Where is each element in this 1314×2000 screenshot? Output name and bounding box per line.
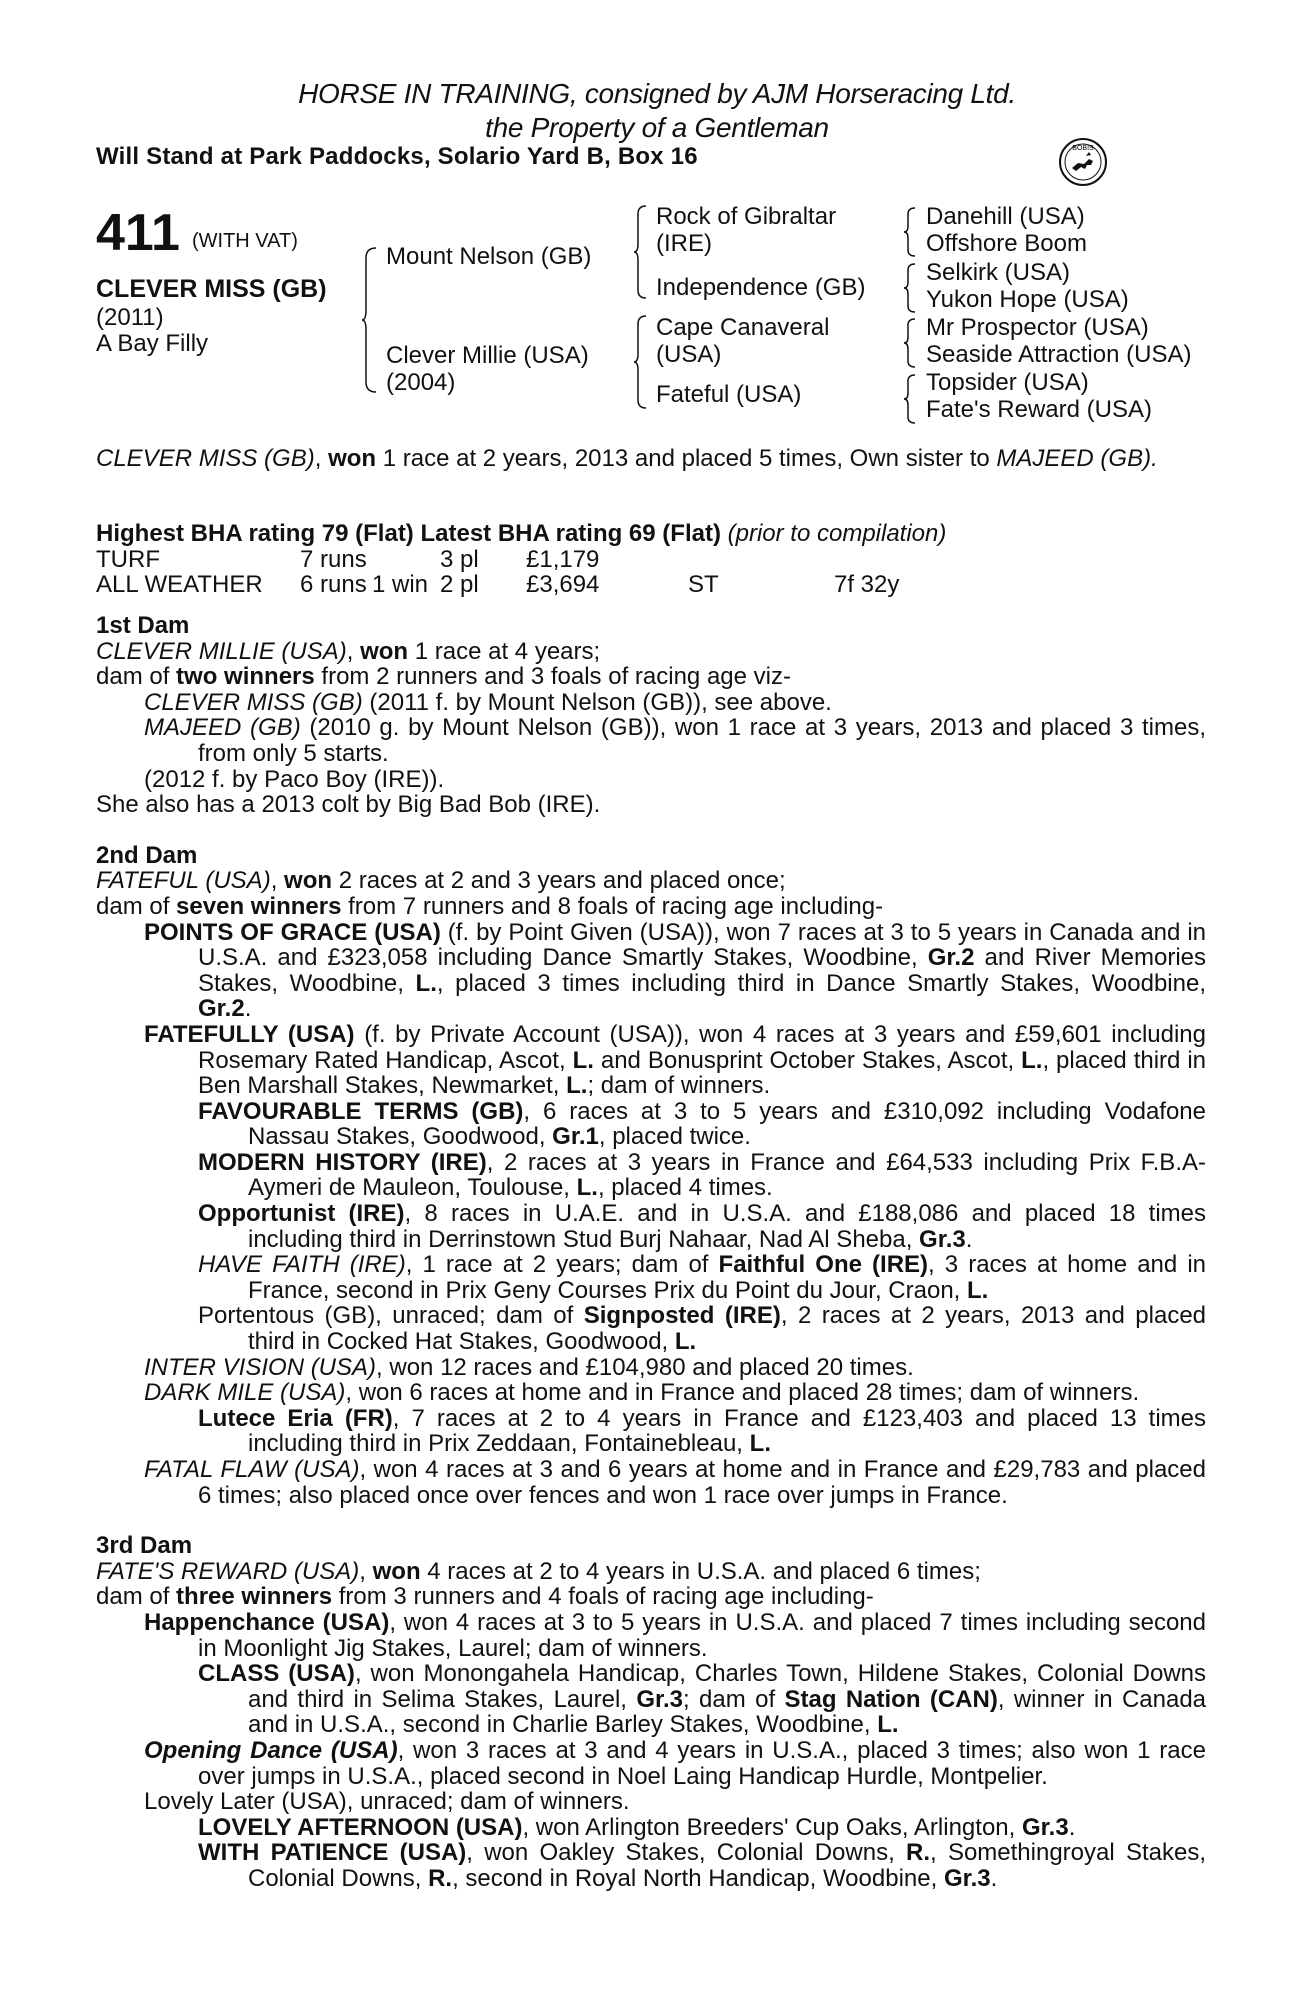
- produce-item: [96, 1738, 1206, 1789]
- produce-item: [96, 1355, 1206, 1381]
- produce-name: Opening Dance (USA): [144, 1736, 398, 1764]
- horse-description: A Bay Filly: [96, 330, 209, 357]
- produce-item: [96, 690, 1206, 716]
- produce-name: FATEFULLY (USA): [144, 1020, 355, 1048]
- produce-item: [96, 1406, 1206, 1457]
- summary-horse-name: CLEVER MISS (GB): [96, 445, 315, 472]
- sire-dam-sire: Selkirk (USA): [926, 259, 1071, 286]
- produce-note: She also has a 2013 colt by Big Bad Bob (IRE).: [96, 791, 601, 819]
- produce-details: .: [1068, 1813, 1076, 1841]
- produce-name: Signposted (IRE): [583, 1302, 781, 1330]
- produce-name: INTER VISION (USA): [144, 1353, 377, 1381]
- dam-name: Clever Millie (USA): [386, 342, 589, 369]
- third-dam-name: FATE'S REWARD (USA): [96, 1557, 360, 1585]
- race-grade: Gr.2: [198, 995, 245, 1023]
- summary-paragraph: CLEVER MISS (GB), won 1 race at 2 years, 2013 and placed 5 times, Own sister to MAJEED (GB).: [96, 445, 1158, 472]
- race-grade: L.: [749, 1430, 771, 1458]
- produce-details: , won 4 races at 3 and 6 years at home and in France and £29,783 and placed 6 times; also placed once over fences and won 1 race over jumps in France.: [198, 1456, 1207, 1509]
- produce-name: FATAL FLAW (USA): [144, 1456, 360, 1483]
- produce-details: , won 3 races at 3 and 4 years in U.S.A., placed 3 times; also won 1 race over jumps in U.S.A., placed second in Noel Laing Handicap Hurdle, Montpelier.: [198, 1736, 1206, 1790]
- horse-year: (2011): [96, 304, 164, 331]
- produce-name: WITH PATIENCE (USA): [198, 1839, 467, 1867]
- sire-sire: Rock of Gibraltar: [656, 203, 837, 230]
- race-grade: Gr.3: [636, 1685, 684, 1713]
- first-dam-produce-summary: [96, 664, 1206, 690]
- pedigree-bracket-main: [362, 246, 380, 394]
- race-grade: L.: [415, 969, 437, 997]
- third-dam-heading: 3rd Dam: [96, 1532, 193, 1560]
- horse-name: CLEVER MISS (GB): [96, 275, 327, 303]
- produce-name: POINTS OF GRACE (USA): [144, 918, 441, 946]
- pedigree-bracket-sd: [904, 262, 918, 314]
- produce-name: Opportunist (IRE): [198, 1200, 405, 1228]
- third-dam-won: won: [372, 1557, 421, 1585]
- produce-details: , placed third in Ben Marshall Stakes, Newmarket,: [198, 1046, 1207, 1100]
- sire-dam-dam: Yukon Hope (USA): [926, 286, 1129, 313]
- produce-item: [96, 920, 1206, 1022]
- produce-name: Lutece Eria (FR): [198, 1404, 393, 1432]
- produce-item: [96, 1380, 1206, 1406]
- produce-name: HAVE FAITH (IRE): [198, 1251, 406, 1279]
- pedigree-bracket-ss: [904, 206, 918, 258]
- produce-item: [96, 1661, 1206, 1738]
- record-surface: TURF: [96, 545, 160, 573]
- second-dam-line: FATEFUL (USA), won 2 races at 2 and 3 years and placed once;: [96, 867, 786, 895]
- ratings-heading: Highest BHA rating 79 (Flat) Latest BHA rating 69 (Flat): [96, 520, 721, 547]
- produce-name: CLEVER MISS (GB): [144, 688, 363, 716]
- record-row-all-weather: [96, 572, 899, 598]
- dam-dam-dam: Fate's Reward (USA): [926, 396, 1152, 423]
- ratings-heading-line: [96, 521, 1206, 547]
- record-placed: 2 pl: [440, 571, 479, 599]
- first-dam-won: won: [360, 637, 409, 665]
- pedigree-bracket-dam: [634, 314, 650, 410]
- produce-details: and Bonusprint October Stakes, Ascot,: [593, 1046, 1022, 1074]
- produce-name: CLASS (USA): [198, 1660, 355, 1688]
- first-dam-heading: 1st Dam: [96, 612, 190, 639]
- vat-note: (WITH VAT): [192, 230, 298, 252]
- produce-name: LOVELY AFTERNOON (USA): [198, 1813, 523, 1841]
- text-fragment: from 2 runners and 3 foals of racing age viz-: [314, 663, 791, 691]
- produce-item: [96, 1150, 1206, 1201]
- third-dam-produce-summary: [96, 1584, 1206, 1610]
- dam-year: (2004): [386, 369, 456, 396]
- text-fragment: dam of: [96, 892, 177, 920]
- pedigree-bracket-sire: [634, 204, 650, 300]
- produce-details: , winner in Canada and in U.S.A., second in Charlie Barley Stakes, Woodbine,: [248, 1685, 1207, 1739]
- text-fragment: dam of: [96, 663, 177, 691]
- produce-item: [96, 1815, 1206, 1841]
- ratings-note: (prior to compilation): [720, 520, 947, 547]
- bobis-logo-icon: [1058, 137, 1108, 187]
- record-st: [688, 547, 834, 573]
- second-dam-record: 2 races at 2 and 3 years and placed once;: [332, 867, 786, 895]
- produce-details: ; dam of: [683, 1685, 785, 1713]
- produce-item: [96, 1457, 1206, 1508]
- produce-name: Happenchance (USA): [144, 1608, 390, 1636]
- produce-details: , Somethingroyal Stakes, Colonial Downs,: [248, 1839, 1206, 1892]
- summary-text: 1 race at 2 years, 2013 and placed 5 times, Own sister to: [376, 445, 997, 472]
- record-wins: [372, 547, 440, 573]
- produce-item: [96, 1099, 1206, 1150]
- produce-details: .: [244, 995, 252, 1023]
- race-grade: Gr.3: [943, 1864, 991, 1892]
- record-placed: 3 pl: [440, 545, 479, 573]
- logo-text: BOBIS: [1072, 145, 1094, 152]
- record-prize: £3,694: [526, 571, 600, 599]
- produce-details: , won Arlington Breeders' Cup Oaks, Arlington,: [522, 1813, 1022, 1841]
- produce-details: , won 6 races at home and in France and placed 28 times; dam of winners.: [345, 1379, 1140, 1407]
- race-grade: L.: [674, 1328, 697, 1356]
- produce-details: , 2 races at 3 years in France and £64,533 including Prix F.B.A-Aymeri de Mauleon, Toulouse,: [248, 1148, 1206, 1202]
- produce-name: MAJEED (GB): [144, 714, 301, 742]
- header-line-2: the Property of a Gentleman: [485, 112, 829, 143]
- produce-details: (2010 g. by Mount Nelson (GB)), won 1 race at 3 years, 2013 and placed 3 times, from only 5 starts.: [198, 714, 1206, 767]
- summary-sister: MAJEED (GB).: [996, 445, 1158, 472]
- second-dam-heading: 2nd Dam: [96, 841, 198, 869]
- produce-item: Lovely Later (USA), unraced; dam of winners.: [144, 1788, 630, 1816]
- race-grade: L.: [576, 1174, 598, 1202]
- header-line-1: HORSE IN TRAINING, consigned by AJM Horseracing Ltd.: [298, 78, 1016, 109]
- pedigree-bracket-dd: [904, 373, 918, 425]
- sire-sire-sire: Danehill (USA): [926, 203, 1085, 230]
- produce-item: [96, 1303, 1206, 1354]
- text-fragment: from 3 runners and 4 foals of racing age including-: [332, 1583, 874, 1611]
- record-row-turf: [96, 547, 899, 573]
- record-wins: 1 win: [372, 571, 429, 599]
- second-dam-name: FATEFUL (USA): [96, 867, 271, 895]
- race-grade: L.: [877, 1711, 899, 1739]
- produce-details: , won 4 races at 3 to 5 years in U.S.A. and placed 7 times including second in Moonlight Jig Stakes, Laurel; dam of winners.: [198, 1608, 1206, 1662]
- produce-name: DARK MILE (USA): [144, 1379, 346, 1407]
- stand-location: Will Stand at Park Paddocks, Solario Yard B, Box 16: [96, 143, 698, 170]
- dam-sire-sire: Mr Prospector (USA): [926, 314, 1149, 341]
- produce-name: Stag Nation (CAN): [784, 1685, 998, 1713]
- produce-item: [96, 1022, 1206, 1099]
- record-distance: 7f 32y: [834, 571, 900, 599]
- race-grade: Gr.3: [919, 1225, 966, 1253]
- record-st: ST: [688, 571, 719, 599]
- record-runs: 7 runs: [300, 545, 367, 573]
- sire: Mount Nelson (GB): [386, 243, 592, 270]
- race-record-table: [96, 547, 899, 598]
- race-grade: Gr.2: [927, 944, 975, 972]
- produce-details: , won 12 races and £104,980 and placed 20 times.: [376, 1353, 914, 1381]
- ratings-section: [96, 521, 1206, 598]
- text-fragment: from 7 runners and 8 foals of racing age including-: [341, 892, 884, 920]
- race-grade: L.: [572, 1046, 594, 1074]
- record-runs: 6 runs: [300, 571, 367, 599]
- produce-name: Faithful One (IRE): [718, 1251, 929, 1279]
- produce-item: (2012 f. by Paco Boy (IRE)).: [144, 765, 445, 793]
- dam-dam: Fateful (USA): [656, 381, 802, 408]
- summary: [96, 446, 1206, 472]
- race-grade: L.: [566, 1072, 588, 1100]
- record-surface: ALL WEATHER: [96, 571, 263, 599]
- dam-dam-sire: Topsider (USA): [926, 369, 1089, 396]
- first-dam-line: CLEVER MILLIE (USA), won 1 race at 4 years;: [96, 637, 601, 665]
- third-dam-record: 4 races at 2 to 4 years in U.S.A. and placed 6 times;: [420, 1557, 981, 1585]
- produce-details: ; dam of winners.: [587, 1072, 771, 1100]
- produce-details: , placed 3 times including third in Dance Smartly Stakes, Woodbine,: [436, 969, 1206, 997]
- second-dam-won: won: [284, 867, 333, 895]
- produce-details: and River Memories Stakes, Woodbine,: [198, 944, 1206, 997]
- record-prize: £1,179: [526, 545, 600, 573]
- winners-count: seven winners: [176, 892, 342, 920]
- winners-count: two winners: [176, 663, 315, 691]
- produce-details: , 8 races in U.A.E. and in U.S.A. and £188,086 and placed 18 times including third in Derrinstown Stud Burj Nahaar, Nad Al Sheba,: [248, 1200, 1207, 1253]
- third-dam-line: FATE'S REWARD (USA), won 4 races at 2 to 4 years in U.S.A. and placed 6 times;: [96, 1557, 981, 1585]
- sire-sire-origin: (IRE): [656, 230, 712, 257]
- produce-details: .: [990, 1864, 998, 1892]
- produce-name: MODERN HISTORY (IRE): [198, 1148, 487, 1176]
- produce-details: Portentous (GB), unraced; dam of: [198, 1302, 584, 1330]
- produce-item: [96, 1201, 1206, 1252]
- produce-details: (f. by Point Given (USA)), won 7 races at 3 to 5 years in Canada and in U.S.A. and £323,058 including Dance Smartly Stakes, Woodbine,: [198, 918, 1206, 972]
- produce-details: , won Oakley Stakes, Colonial Downs,: [466, 1839, 907, 1867]
- record-distance: [834, 547, 899, 573]
- race-grade: L.: [967, 1276, 989, 1304]
- produce-details: , 2 races at 2 years, 2013 and placed third in Cocked Hat Stakes, Goodwood,: [248, 1302, 1207, 1356]
- first-dam-name: CLEVER MILLIE (USA): [96, 637, 347, 665]
- race-grade: R.: [428, 1864, 453, 1892]
- produce-name: FAVOURABLE TERMS (GB): [198, 1097, 524, 1125]
- produce-details: , 1 race at 2 years; dam of: [405, 1251, 719, 1279]
- produce-item: [96, 1840, 1206, 1891]
- second-dam-produce-summary: [96, 894, 1206, 920]
- race-grade: Gr.3: [1021, 1813, 1069, 1841]
- sire-sire-dam: Offshore Boom: [926, 230, 1087, 257]
- dam-sire: Cape Canaveral: [656, 314, 830, 341]
- race-grade: Gr.1: [552, 1123, 599, 1151]
- dam-sire-origin: (USA): [656, 341, 722, 368]
- summary-won: won: [328, 445, 377, 472]
- race-grade: R.: [906, 1839, 931, 1867]
- produce-item: [96, 1610, 1206, 1661]
- produce-record: [96, 613, 1206, 1892]
- winners-count: three winners: [176, 1583, 333, 1611]
- produce-item: [96, 1252, 1206, 1303]
- lot-number: 411: [96, 204, 180, 262]
- text-fragment: dam of: [96, 1583, 177, 1611]
- produce-details: , second in Royal North Handicap, Woodbine,: [452, 1864, 944, 1892]
- produce-details: , won Monongahela Handicap, Charles Town, Hildene Stakes, Colonial Downs and third in Selima Stakes, Laurel,: [248, 1660, 1206, 1713]
- race-grade: L.: [1021, 1046, 1043, 1074]
- produce-item: [96, 715, 1206, 766]
- sire-dam: Independence (GB): [656, 274, 866, 301]
- first-dam-record: 1 race at 4 years;: [408, 637, 601, 665]
- dam-sire-dam: Seaside Attraction (USA): [926, 341, 1192, 368]
- produce-details: , placed twice.: [598, 1123, 751, 1151]
- produce-details: (f. by Private Account (USA)), won 4 races at 3 years and £59,601 including Rosemary Rated Handicap, Ascot,: [198, 1020, 1206, 1074]
- produce-details: (2011 f. by Mount Nelson (GB)), see above.: [362, 688, 832, 716]
- produce-details: , 7 races at 2 to 4 years in France and £123,403 and placed 13 times including third in Prix Zeddaan, Fontainebleau,: [248, 1404, 1206, 1458]
- produce-details: , 6 races at 3 to 5 years and £310,092 including Vodafone Nassau Stakes, Goodwood,: [248, 1097, 1207, 1151]
- produce-details: , placed 4 times.: [597, 1174, 773, 1202]
- produce-details: , 3 races at home and in France, second in Prix Geny Courses Prix du Point du Jour, Craon,: [248, 1251, 1207, 1304]
- pedigree-bracket-ds: [904, 317, 918, 369]
- produce-details: .: [965, 1225, 973, 1253]
